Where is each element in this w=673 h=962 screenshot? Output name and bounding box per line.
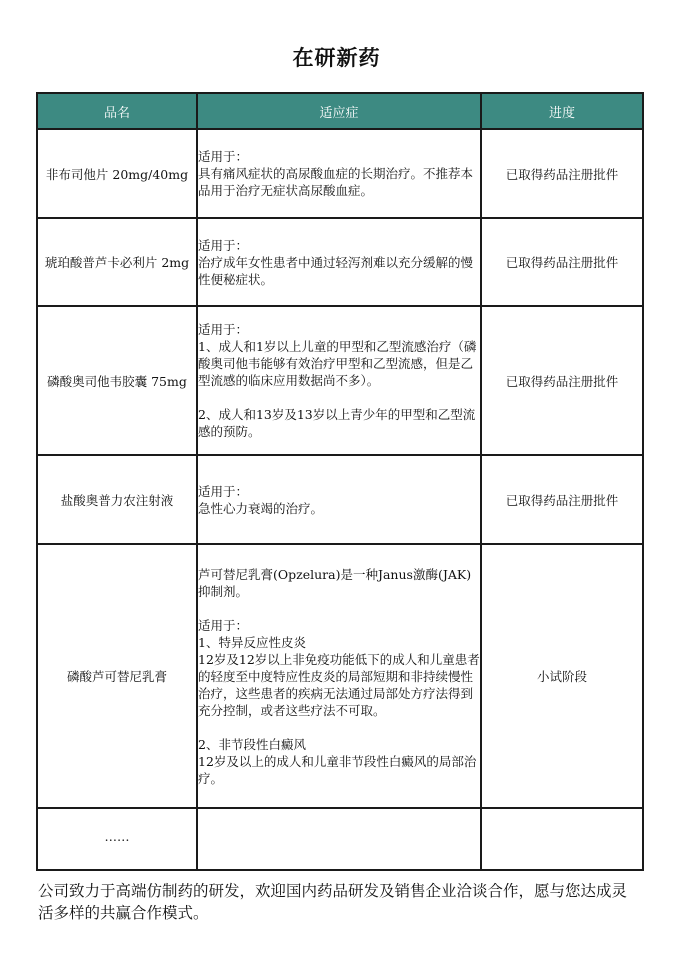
- indication-line: 芦可替尼乳膏(Opzelura)是一种Janus激酶(JAK)抑制剂。: [198, 566, 472, 599]
- header-name: 品名: [37, 93, 197, 129]
- indication-line: 急性心力衰竭的治疗。: [198, 500, 324, 516]
- indication-line: [198, 719, 480, 736]
- drug-indication: [197, 455, 481, 544]
- indication-line: 1、特异反应性皮炎: [198, 634, 306, 650]
- indication-line: 适用于：: [198, 483, 249, 499]
- drug-name-ellipsis: ……: [37, 808, 197, 870]
- drug-name: 磷酸奥司他韦胶囊 75mg: [37, 306, 197, 455]
- drug-progress: 小试阶段: [481, 544, 643, 808]
- drug-name: 磷酸芦可替尼乳膏: [37, 544, 197, 808]
- header-progress: 进度: [481, 93, 643, 129]
- drug-indication: [197, 306, 481, 455]
- drug-progress: 已取得药品注册批件: [481, 129, 643, 218]
- table-row: [37, 218, 643, 306]
- drug-pipeline-table: [36, 92, 644, 871]
- table-row: [37, 306, 643, 455]
- drug-name: 琥珀酸普芦卡必利片 2mg: [37, 218, 197, 306]
- indication-line: 适用于：: [198, 149, 249, 164]
- indication-line: 适用于：: [198, 617, 249, 633]
- drug-indication: [197, 218, 481, 306]
- drug-indication: [197, 129, 481, 218]
- table-header-row: [37, 93, 643, 129]
- indication-line: 12岁及12岁以上非免疫功能低下的成人和儿童患者的轻度至中度特应性皮炎的局部短期和非持续慢性治疗，这些患者的疾病无法通过局部处方疗法得到充分控制，或者这些疗法不可取。: [198, 651, 480, 718]
- drug-progress: 已取得药品注册批件: [481, 218, 643, 306]
- drug-indication: [197, 544, 481, 808]
- indication-line: 12岁及以上的成人和儿童非节段性白癜风的局部治疗。: [198, 753, 477, 786]
- indication-line: [198, 389, 480, 406]
- table-row: [37, 544, 643, 808]
- indication-line: [198, 600, 480, 617]
- drug-name: 盐酸奥普力农注射液: [37, 455, 197, 544]
- table-row: [37, 808, 643, 870]
- footer-text: 公司致力于高端仿制药的研发，欢迎国内药品研发及销售企业洽谈合作，愿与您达成灵活多样的共赢合作模式。: [38, 882, 628, 922]
- drug-indication: [197, 808, 481, 870]
- table-row: [37, 129, 643, 218]
- indication-line: 1、成人和1岁以上儿童的甲型和乙型流感治疗（磷酸奥司他韦能够有效治疗甲型和乙型流感，但是乙型流感的临床应用数据尚不多）。: [198, 339, 477, 388]
- drug-name: 非布司他片 20mg/40mg: [37, 129, 197, 218]
- indication-line: 适用于：: [198, 237, 249, 253]
- drug-progress: 已取得药品注册批件: [481, 306, 643, 455]
- page-title: 在研新药: [292, 46, 381, 70]
- table-row: [37, 455, 643, 544]
- indication-line: 2、成人和13岁及13岁以上青少年的甲型和乙型流感的预防。: [198, 407, 476, 439]
- header-indication: 适应症: [197, 93, 481, 129]
- drug-progress: 已取得药品注册批件: [481, 455, 643, 544]
- indication-line: 治疗成年女性患者中通过轻泻剂难以充分缓解的慢性便秘症状。: [198, 254, 474, 287]
- indication-line: 适用于：: [198, 322, 249, 337]
- indication-line: 2、非节段性白癜风: [198, 736, 306, 752]
- indication-line: 具有痛风症状的高尿酸血症的长期治疗。不推荐本品用于治疗无症状高尿酸血症。: [198, 166, 474, 198]
- drug-progress: [481, 808, 643, 870]
